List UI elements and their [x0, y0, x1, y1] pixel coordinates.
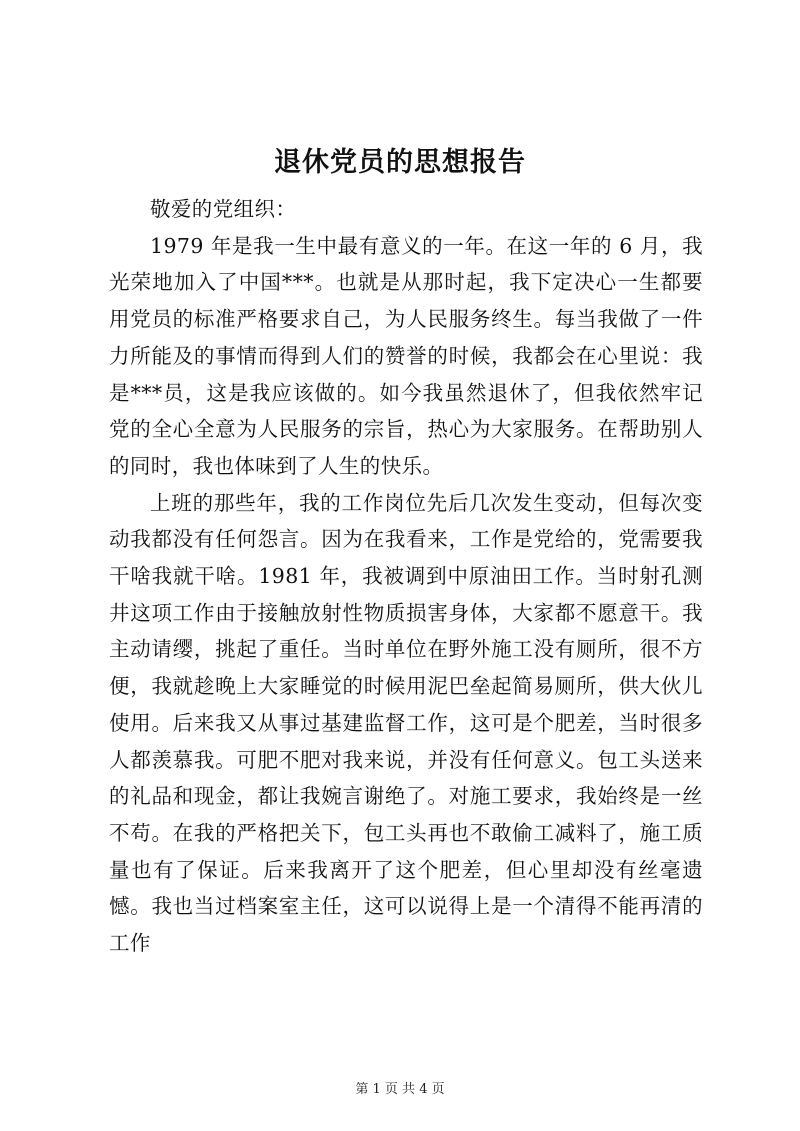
salutation: 敬爱的党组织：: [150, 197, 297, 221]
page-footer: 第 1 页 共 4 页: [355, 1082, 445, 1097]
document-title: 退休党员的思想报告: [274, 147, 526, 178]
paragraph-2: 上班的那些年，我的工作岗位先后几次发生变动，但每次变动我都没有任何怨言。因为在我看来，工作是党给的，党需要我干啥我就干啥。1981 年，我被调到中原油田工作。当时射孔测井这项工作由于接触放射性物质损害身体，大家都不愿意干。我主动请缨，挑起了重任。当时单位在野外施工没有厕所，很不方便，我就趁晚上大家睡觉的时候用泥巴垒起简易厕所，供大伙儿使用。后来我又从事过基建监督工作，这可是个肥差，当时很多人都羡慕我。可肥不肥对我来说，并没有任何意义。包工头送来的礼品和现金，都让我婉言谢绝了。对施工要求，我始终是一丝不苟。在我的严格把关下，包工头再也不敢偷工减料了，施工质量也有了保证。后来我离开了这个肥差，但心里却没有丝毫遗憾。我也当过档案室主任，这可以说得上是一个清得不能再清的工作: [109, 490, 703, 956]
document-body: [109, 191, 703, 962]
paragraph-1: 1979 年是我一生中最有意义的一年。在这一年的 6 月，我光荣地加入了中国***。也就是从那时起，我下定决心一生都要用党员的标准严格要求自己，为人民服务终生。每当我做了一件力所能及的事情而得到人们的赞誉的时候，我都会在心里说：我是***员，这是我应该做的。如今我虽然退休了，但我依然牢记党的全心全意为人民服务的宗旨，热心为大家服务。在帮助别人的同时，我也体味到了人生的快乐。: [109, 233, 703, 478]
